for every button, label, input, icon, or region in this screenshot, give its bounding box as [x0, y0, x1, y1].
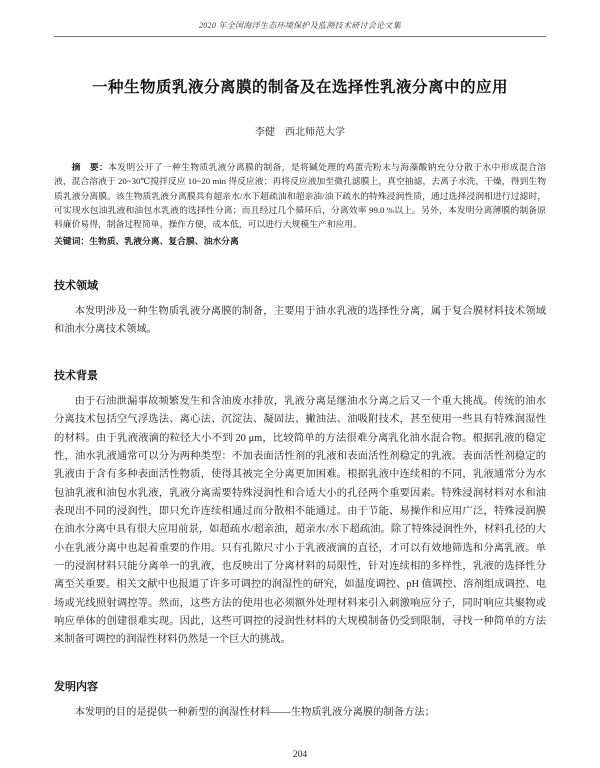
abstract-text: 本发明公开了一种生物质乳液分离膜的制备，是将碱处理的鸡蛋壳粉末与海藻酸钠充分分散于水中形成混合溶液，混合溶液于 20~30℃搅拌反应 10~20 min 得反应液；再将反应液加至微孔滤膜上，真空抽滤，去离子水洗，干燥，得到生物质乳液分离膜。该生物质乳液分离膜具有超亲水/水下超疏油和超亲油/油下疏水的特殊浸润性质，通过选择浸润相进行过滤时，可实现水包油乳液和油包水乳液的选择性分离；而且经过几个循环后，分离效率 99.0 %以上。另外，本发明分离薄膜的制备原料廉价易得，制备过程简单，操作方便，成本低，可以进行大规模生产和应用。: [54, 162, 546, 229]
author-line: 李健 西北师范大学: [255, 127, 345, 138]
section-heading: 技术领域: [54, 279, 98, 292]
keywords-text: 生物质、乳液分离、复合膜、油水分离: [89, 236, 239, 247]
paper-title: 一种生物质乳液分离膜的制备及在选择性乳液分离中的应用: [91, 79, 508, 96]
abstract-label: 摘 要：: [71, 162, 109, 172]
section-paragraph: 由于石油泄漏事故频繁发生和含油废水排放，乳液分离是继油水分离之后又一个重大挑战。传统的油水分离技术包括空气浮选法、离心法、沉淀法、凝固法、撇油法、油吸附技术，甚至使用一些具有特殊润湿性的材料。由于乳液液滴的粒径大小不到 20 μm，比较简单的方法很难分离乳化油水混合物。根据乳液的稳定性，油水乳液通常可以分为两种类型：不加表面活性剂的乳液和表面活性剂稳定的乳液。表面活性剂稳定的乳液由于含有多种表面活性物质，使得其被完全分离更加困难。根据乳液中连续相的不同，乳液通常分为水包油乳液和油包水乳液，乳液分离需要特殊浸润性和合适大小的孔径两个重要因素。特殊浸润材料对水和油表现出不同的浸润性，即只允许连续相通过而分散相不能通过。由于节能、易操作和应用广泛，特殊浸润膜在油水分离中具有很大应用前景，如超疏水/超亲油，超亲水/水下超疏油。除了特殊浸润性外，材料孔径的大小在乳液分离中也起着重要的作用。只有孔隙尺寸小于乳液液滴的直径，才可以有效地筛选和分离乳液。单一的浸润材料只能分离单一的乳液，也反映出了分离材料的局限性，针对连续相的多样性，乳液的选择性分离至关重要。相关文献中也报道了许多可调控的润湿性的研究，如温度调控、pH 值调控、溶剂组成调控、电场或光线照射调控等。然而，这些方法的使用也必须额外处理材料来引入刺激响应分子，同时响应共聚物或响应单体的创建很难实现。因此，这些可调控的浸润性材料的大规模制备仍受到限制，寻找一种简单的方法来制备可调控的润湿性材料仍然是一个巨大的挑战。: [54, 396, 546, 646]
page-number: 204: [292, 750, 308, 760]
section-heading: 技术背景: [54, 370, 98, 383]
keywords-label: 关键词：: [54, 236, 90, 247]
abstract: [54, 160, 546, 231]
section-paragraph: 本发明的目的是提供一种新型的润湿性材料——生物质乳液分离膜的制备方法；: [74, 706, 435, 718]
section-invention-content: [54, 678, 546, 722]
journal-header: 2020 年全国海洋生态环境保护及监测技术研讨会论文集: [54, 20, 546, 37]
section-paragraph: 本发明涉及一种生物质乳液分离膜的制备，主要用于油水乳液的选择性分离，属于复合膜材料技术领域和油水分离技术领域。: [54, 305, 546, 335]
section-heading: 发明内容: [54, 680, 98, 693]
keywords: [54, 234, 546, 248]
section-technical-background: [54, 367, 546, 650]
section-technical-field: [54, 277, 546, 340]
